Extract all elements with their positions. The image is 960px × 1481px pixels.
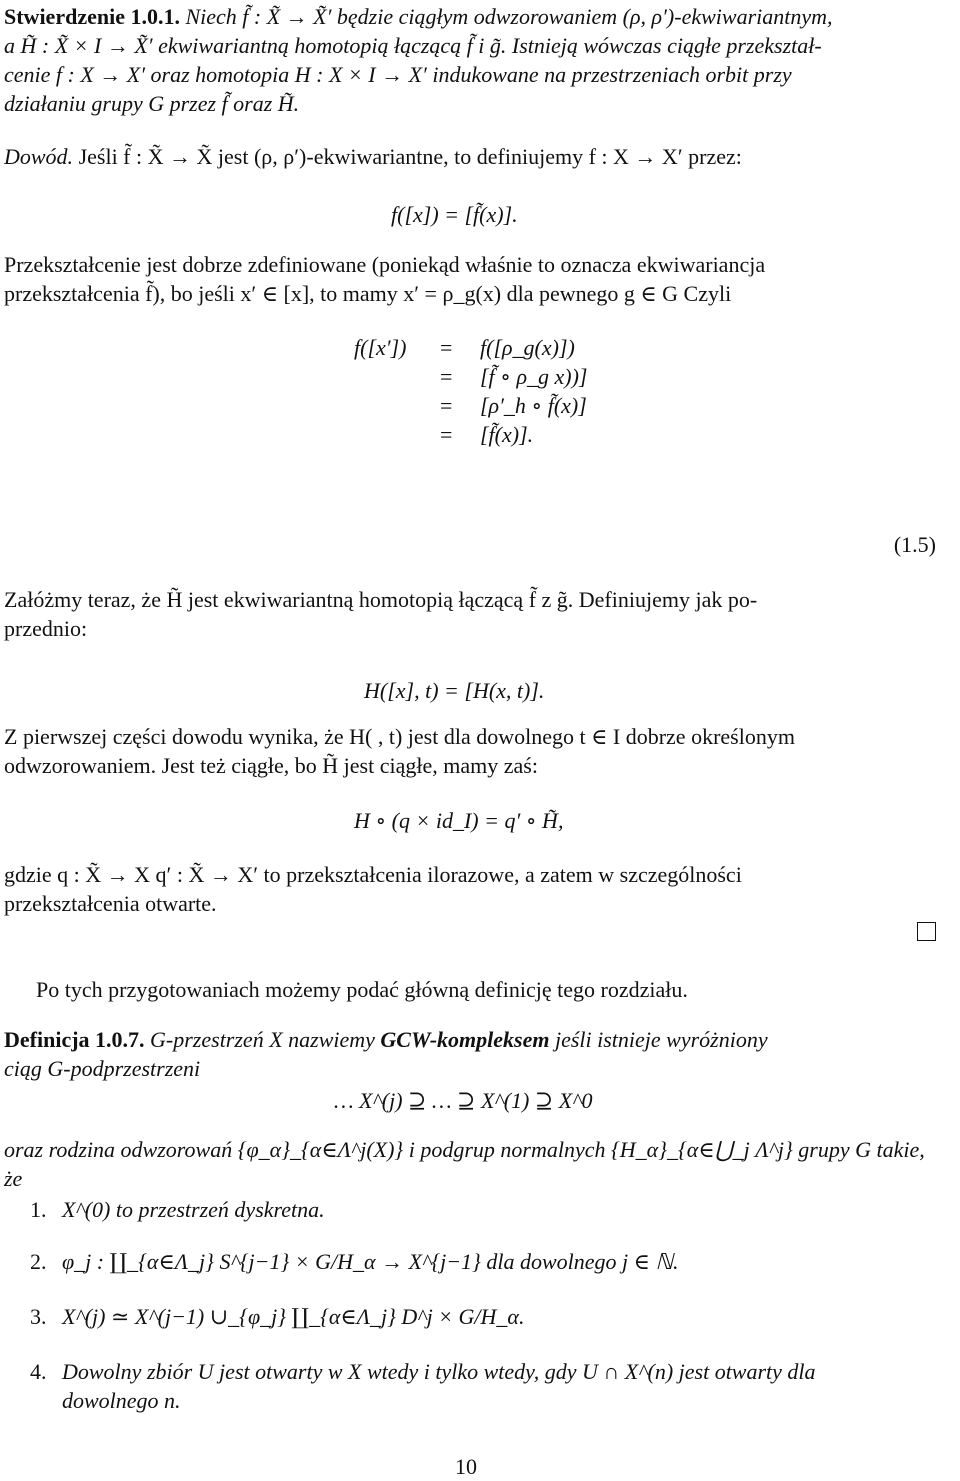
paragraph-2-line-2: przednio: (4, 616, 88, 641)
align-row-1: f([ρ_g(x)]) (480, 335, 575, 360)
definition-line-1 (4, 1025, 936, 1054)
definition-text-1b: jeśli istnieje wyróżniony (549, 1027, 768, 1052)
align-row-2: [f̃ ∘ ρ_g x))] (480, 364, 588, 389)
subspace-chain: … X^(j) ⊇ … ⊇ X^(1) ⊇ X^0 (334, 1088, 593, 1113)
statement-line-1 (4, 2, 936, 31)
paragraph-2-line-1: Załóżmy teraz, że H̃ jest ekwiwariantną homotopią łączącą f̃ z g̃. Definiujemy jak po- (4, 587, 758, 612)
list-item (30, 1302, 940, 1331)
list-item-text: dowolnego n. (62, 1388, 181, 1413)
equation-h-definition: H([x], t) = [H(x, t)]. (364, 678, 545, 703)
statement-line-3: cenie f : X → X′ oraz homotopia H : X × I → X′ indukowane na przestrzeniach orbit przy (4, 62, 792, 87)
list-item-continuation (30, 1386, 940, 1415)
list-item-text: X^(0) to przestrzeń dyskretna. (62, 1197, 325, 1222)
statement-text-1: Niech f̃ : X̃ → X̃′ będzie ciągłym odwzorowaniem (ρ, ρ′)-ekwiwariantnym, (185, 4, 833, 29)
definition-line-2: ciąg G-podprzestrzeni (4, 1056, 201, 1081)
proof-intro-text: Jeśli f̃ : X̃ → X̃ jest (ρ, ρ′)-ekwiwariantne, to definiujemy f : X → X′ przez: (78, 144, 742, 169)
paragraph-4-line-1: gdzie q : X̃ → X q′ : X̃ → X′ to przekształcenia ilorazowe, a zatem w szczególności (4, 862, 742, 887)
definition-line-3: oraz rodzina odwzorowań {φ_α}_{α∈Λ^j(X)} i podgrup normalnych {H_α}_{α∈⋃_j Λ^j} grupy G takie, że (4, 1137, 925, 1191)
align-equals-2: = (440, 364, 453, 389)
list-item-number: 2. (30, 1249, 47, 1274)
equation-h-commutes: H ∘ (q × id_I) = q′ ∘ H̃, (354, 808, 564, 833)
list-item-number: 4. (30, 1359, 47, 1384)
page-number: 10 (455, 1454, 477, 1479)
definition-term: GCW-kompleksem (380, 1027, 550, 1052)
align-equals-3: = (440, 393, 453, 418)
align-row-4: [f̃(x)]. (480, 422, 534, 447)
proof-label: Dowód. (4, 144, 74, 169)
paragraph-3-line-2: odwzorowaniem. Jest też ciągłe, bo H̃ jest ciągłe, mamy zaś: (4, 753, 538, 778)
after-proof-text: Po tych przygotowaniach możemy podać główną definicję tego rozdziału. (36, 977, 688, 1002)
definition-text-1a: G-przestrzeń X nazwiemy (150, 1027, 381, 1052)
equation-f-definition: f([x]) = [f̃(x)]. (391, 202, 518, 227)
list-item (30, 1195, 940, 1224)
list-item-text: Dowolny zbiór U jest otwarty w X wtedy i tylko wtedy, gdy U ∩ X^(n) jest otwarty dla (62, 1359, 816, 1384)
align-row-3: [ρ′_h ∘ f̃(x)] (480, 393, 587, 418)
paragraph-1-line-1: Przekształcenie jest dobrze zdefiniowane (poniekąd właśnie to oznacza ekwiwariancja (4, 252, 766, 277)
align-equals-4: = (440, 422, 453, 447)
list-item (30, 1357, 940, 1386)
definition-label: Definicja 1.0.7. (4, 1027, 145, 1052)
proof-intro-line (4, 142, 936, 171)
list-item-text: φ_j : ∐_{α∈Λ_j} S^{j−1} × G/H_α → X^{j−1} dla dowolnego j ∈ ℕ. (62, 1249, 679, 1274)
qed-square-icon (917, 922, 936, 941)
paragraph-3-line-1: Z pierwszej części dowodu wynika, że H( , t) jest dla dowolnego t ∈ I dobrze określonym (4, 724, 795, 749)
paragraph-1-line-2: przekształcenia f̃), bo jeśli x′ ∈ [x], to mamy x′ = ρ_g(x) dla pewnego g ∈ G Czyli (4, 281, 732, 306)
list-item-number: 1. (30, 1197, 47, 1222)
list-item-number: 3. (30, 1304, 47, 1329)
statement-line-2: a H̃ : X̃ × I → X̃′ ekwiwariantną homotopią łączącą f̃ i g̃. Istnieją wówczas ciągłe przekształ- (4, 33, 822, 58)
align-lhs: f([x′]) (354, 335, 407, 360)
list-item-text: X^(j) ≃ X^(j−1) ∪_{φ_j} ∐_{α∈Λ_j} D^j × G/H_α. (62, 1304, 525, 1329)
paragraph-4-line-2: przekształcenia otwarte. (4, 891, 217, 916)
statement-line-4: działaniu grupy G przez f̃ oraz H̃. (4, 91, 300, 116)
statement-label: Stwierdzenie 1.0.1. (4, 4, 180, 29)
equation-number: (1.5) (893, 532, 936, 557)
list-item (30, 1247, 940, 1276)
align-equals-1: = (440, 335, 453, 360)
